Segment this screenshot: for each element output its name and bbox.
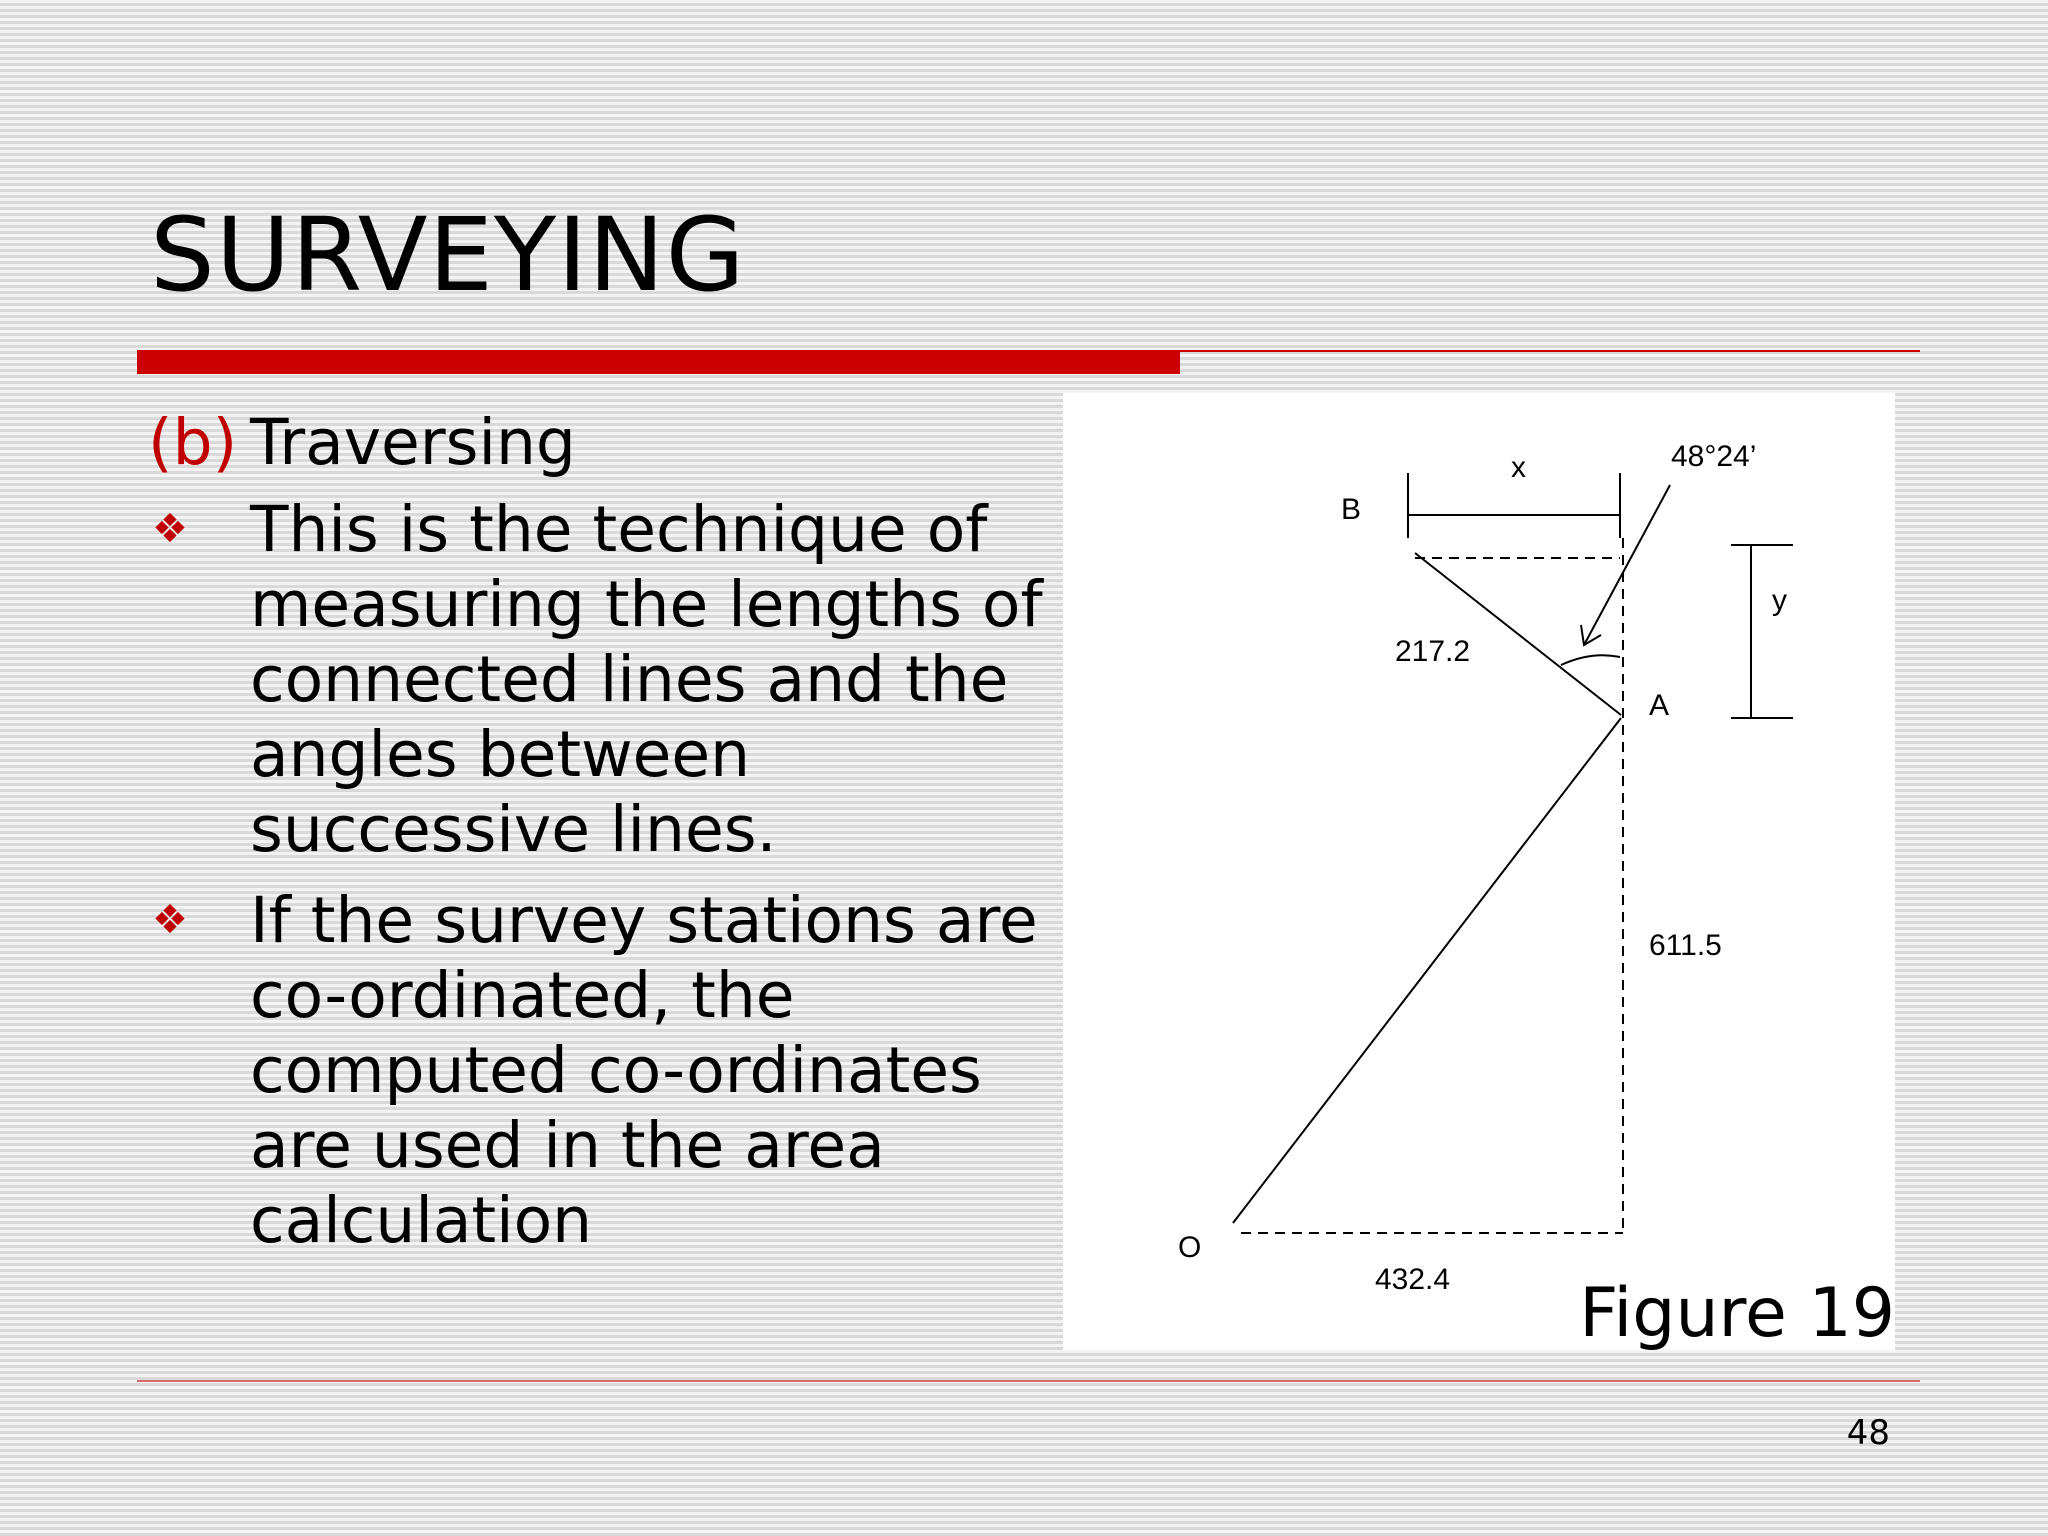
page-number: 48 — [1846, 1413, 1890, 1453]
label-y: y — [1772, 584, 1787, 617]
slide-body — [148, 405, 1048, 1274]
bullet-item — [148, 492, 1048, 867]
footer-rule — [137, 1380, 1920, 1382]
label-point-b: B — [1341, 493, 1362, 526]
title-underline-rule — [1180, 350, 1920, 352]
bearing-arrow-line — [1584, 485, 1670, 645]
figure-caption: Figure 19 — [1579, 1274, 1895, 1353]
angle-arc — [1561, 655, 1620, 665]
section-heading — [148, 405, 1048, 480]
title-underline-bar — [137, 350, 1180, 374]
label-length-ab: 217.2 — [1395, 635, 1471, 668]
diamond-cluster-icon: ❖ — [152, 506, 188, 552]
diamond-cluster-icon: ❖ — [152, 897, 188, 943]
bullet-item — [148, 883, 1048, 1258]
label-point-o: O — [1178, 1231, 1202, 1264]
label-x: x — [1511, 451, 1526, 484]
line-oa — [1233, 718, 1621, 1223]
slide-title: SURVEYING — [150, 196, 746, 315]
label-point-a: A — [1649, 689, 1670, 722]
section-marker: (b) — [148, 406, 238, 479]
traverse-figure — [1063, 393, 1895, 1353]
section-heading-text: Traversing — [250, 406, 576, 479]
bullet-text: If the survey stations are co-ordinated, the computed co-ordinates are used in the area calculation — [250, 884, 1038, 1257]
label-bearing: 48°24’ — [1671, 440, 1757, 473]
bearing-arrowhead — [1581, 625, 1601, 645]
label-length-east: 432.4 — [1375, 1263, 1451, 1296]
bullet-text: This is the technique of measuring the lengths of connected lines and the angles between successive lines. — [250, 493, 1043, 866]
traverse-diagram — [1063, 393, 1895, 1353]
label-length-north: 611.5 — [1649, 929, 1722, 962]
